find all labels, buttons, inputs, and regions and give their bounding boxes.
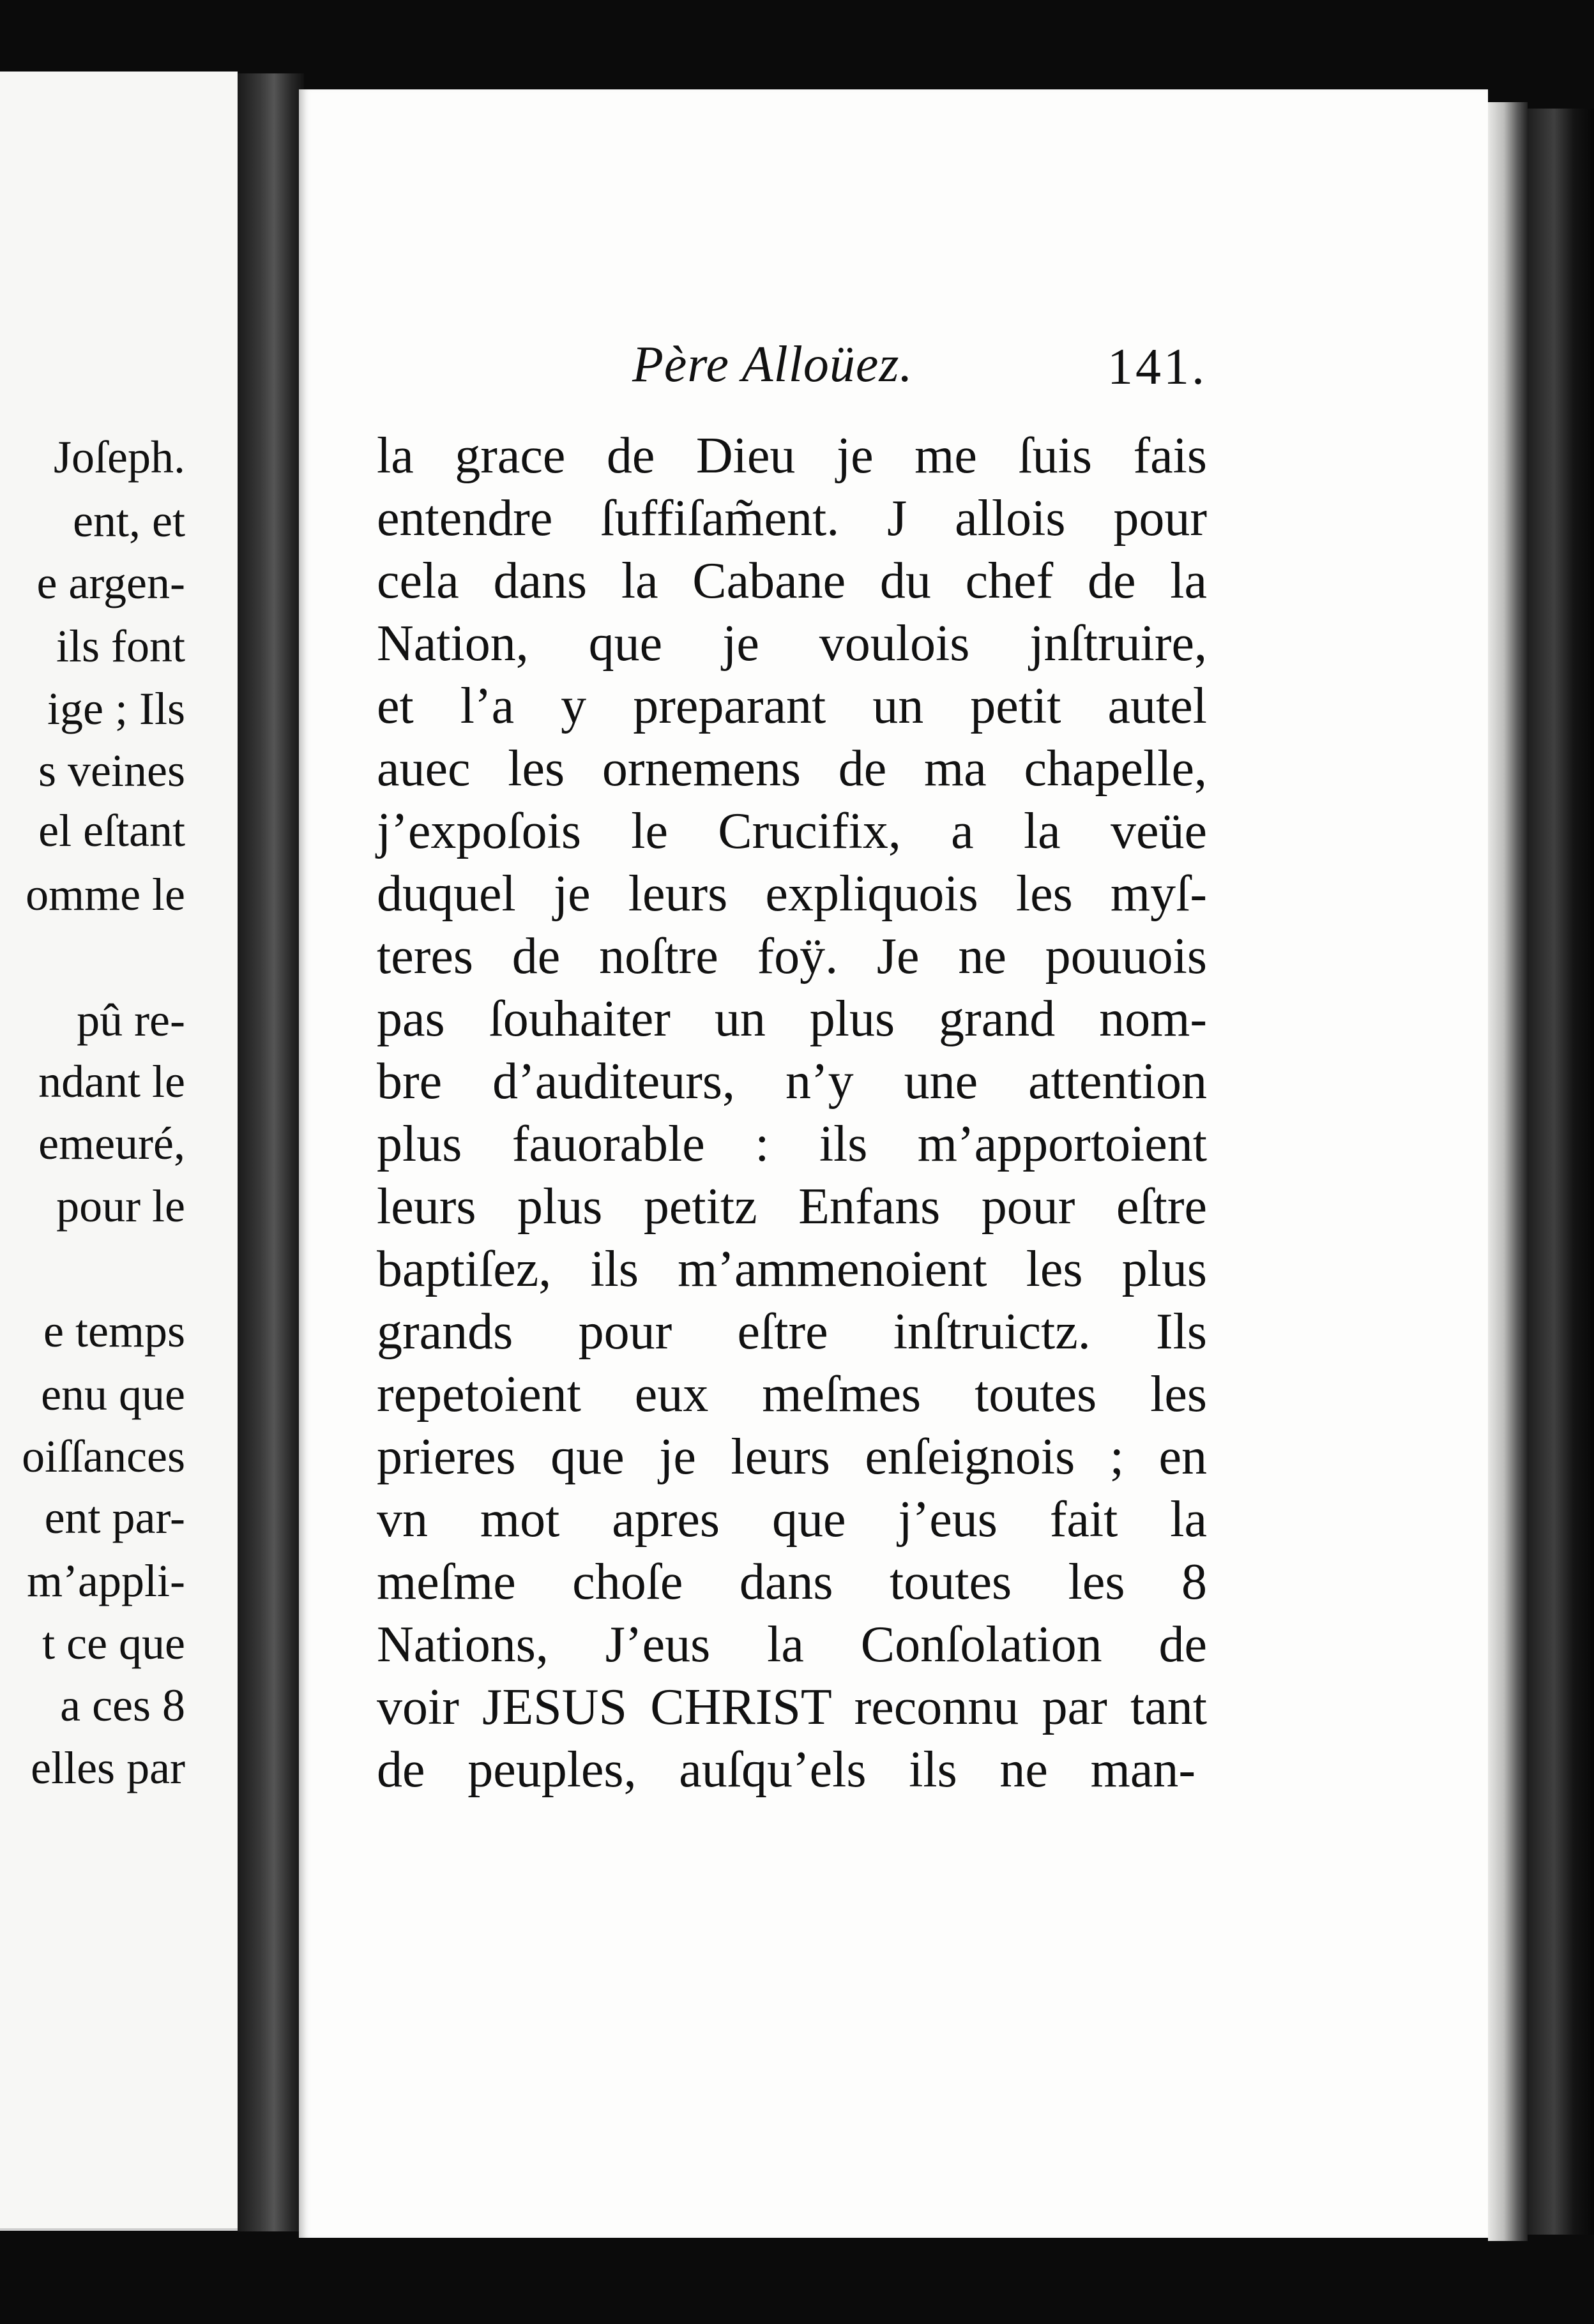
text-line: cela dans la Cabane du chef de la <box>377 553 1207 609</box>
book-edge-shadow <box>1528 109 1594 2235</box>
text-line: repetoient eux meſmes toutes les <box>377 1366 1207 1422</box>
left-line: pû re- <box>77 995 185 1046</box>
running-head-title: Père Alloüez. <box>632 336 913 393</box>
left-line: ent, et <box>73 495 185 547</box>
text-line: la grace de Dieu je me ſuis fais <box>377 428 1207 484</box>
left-line: ndant le <box>38 1056 185 1107</box>
text-line: prieres que je leurs enſeignois ; en <box>377 1429 1207 1485</box>
text-line: entendre ſuffiſam̃ent. J allois pour <box>377 490 1207 547</box>
page-number: 141. <box>1107 339 1207 395</box>
left-line: t ce que <box>42 1618 185 1669</box>
text-line: grands pour eſtre inſtruictz. Ils <box>377 1304 1207 1360</box>
text-line: plus fauorable : ils m’apportoient <box>377 1116 1207 1172</box>
text-line: teres de noſtre foÿ. Je ne pouuois <box>377 928 1207 985</box>
text-line: vn mot apres que j’eus fait la <box>377 1491 1207 1548</box>
facing-page-left <box>0 72 238 2231</box>
text-line: Nation, que je voulois jnſtruire, <box>377 615 1207 672</box>
left-line: pour le <box>56 1181 185 1232</box>
book-gutter <box>238 73 304 2231</box>
running-head <box>632 336 1207 406</box>
left-line: ent par- <box>44 1492 185 1543</box>
left-line: oiſſances <box>22 1431 185 1482</box>
left-line: el eſtant <box>38 805 185 856</box>
left-line: s veines <box>38 745 185 796</box>
text-line: bre d’auditeurs, n’y une attention <box>377 1053 1207 1110</box>
left-line: e argen- <box>36 557 185 608</box>
left-line: ils font <box>56 621 185 672</box>
text-line: j’expoſois le Crucifix, a la veüe <box>377 803 1207 859</box>
text-line: de peuples, auſqu’els ils ne man- <box>377 1742 1196 1798</box>
text-line: leurs plus petitz Enfans pour eſtre <box>377 1179 1207 1235</box>
text-line: voir JESUS CHRIST reconnu par tant <box>377 1679 1207 1735</box>
left-line: elles par <box>31 1742 185 1793</box>
text-line: baptiſez, ils m’ammenoient les plus <box>377 1241 1207 1297</box>
text-line: Nations, J’eus la Conſolation de <box>377 1617 1207 1673</box>
left-line: m’appli- <box>27 1555 185 1606</box>
text-line: pas ſouhaiter un plus grand nom- <box>377 991 1207 1047</box>
text-line: duquel je leurs expliquois les myſ- <box>377 866 1207 922</box>
left-line: ige ; Ils <box>47 683 185 734</box>
left-line: e temps <box>43 1306 185 1357</box>
page-edge <box>1488 102 1528 2241</box>
text-line: meſme choſe dans toutes les 8 <box>377 1554 1207 1610</box>
left-line: omme le <box>26 869 185 920</box>
left-line: enu que <box>41 1369 185 1420</box>
text-line: auec les ornemens de ma chapelle, <box>377 741 1207 797</box>
left-line: a ces 8 <box>60 1680 185 1731</box>
left-line: emeuré, <box>38 1118 185 1169</box>
text-line: et l’a y preparant un petit autel <box>377 678 1207 734</box>
left-line: Joſeph. <box>54 432 185 483</box>
